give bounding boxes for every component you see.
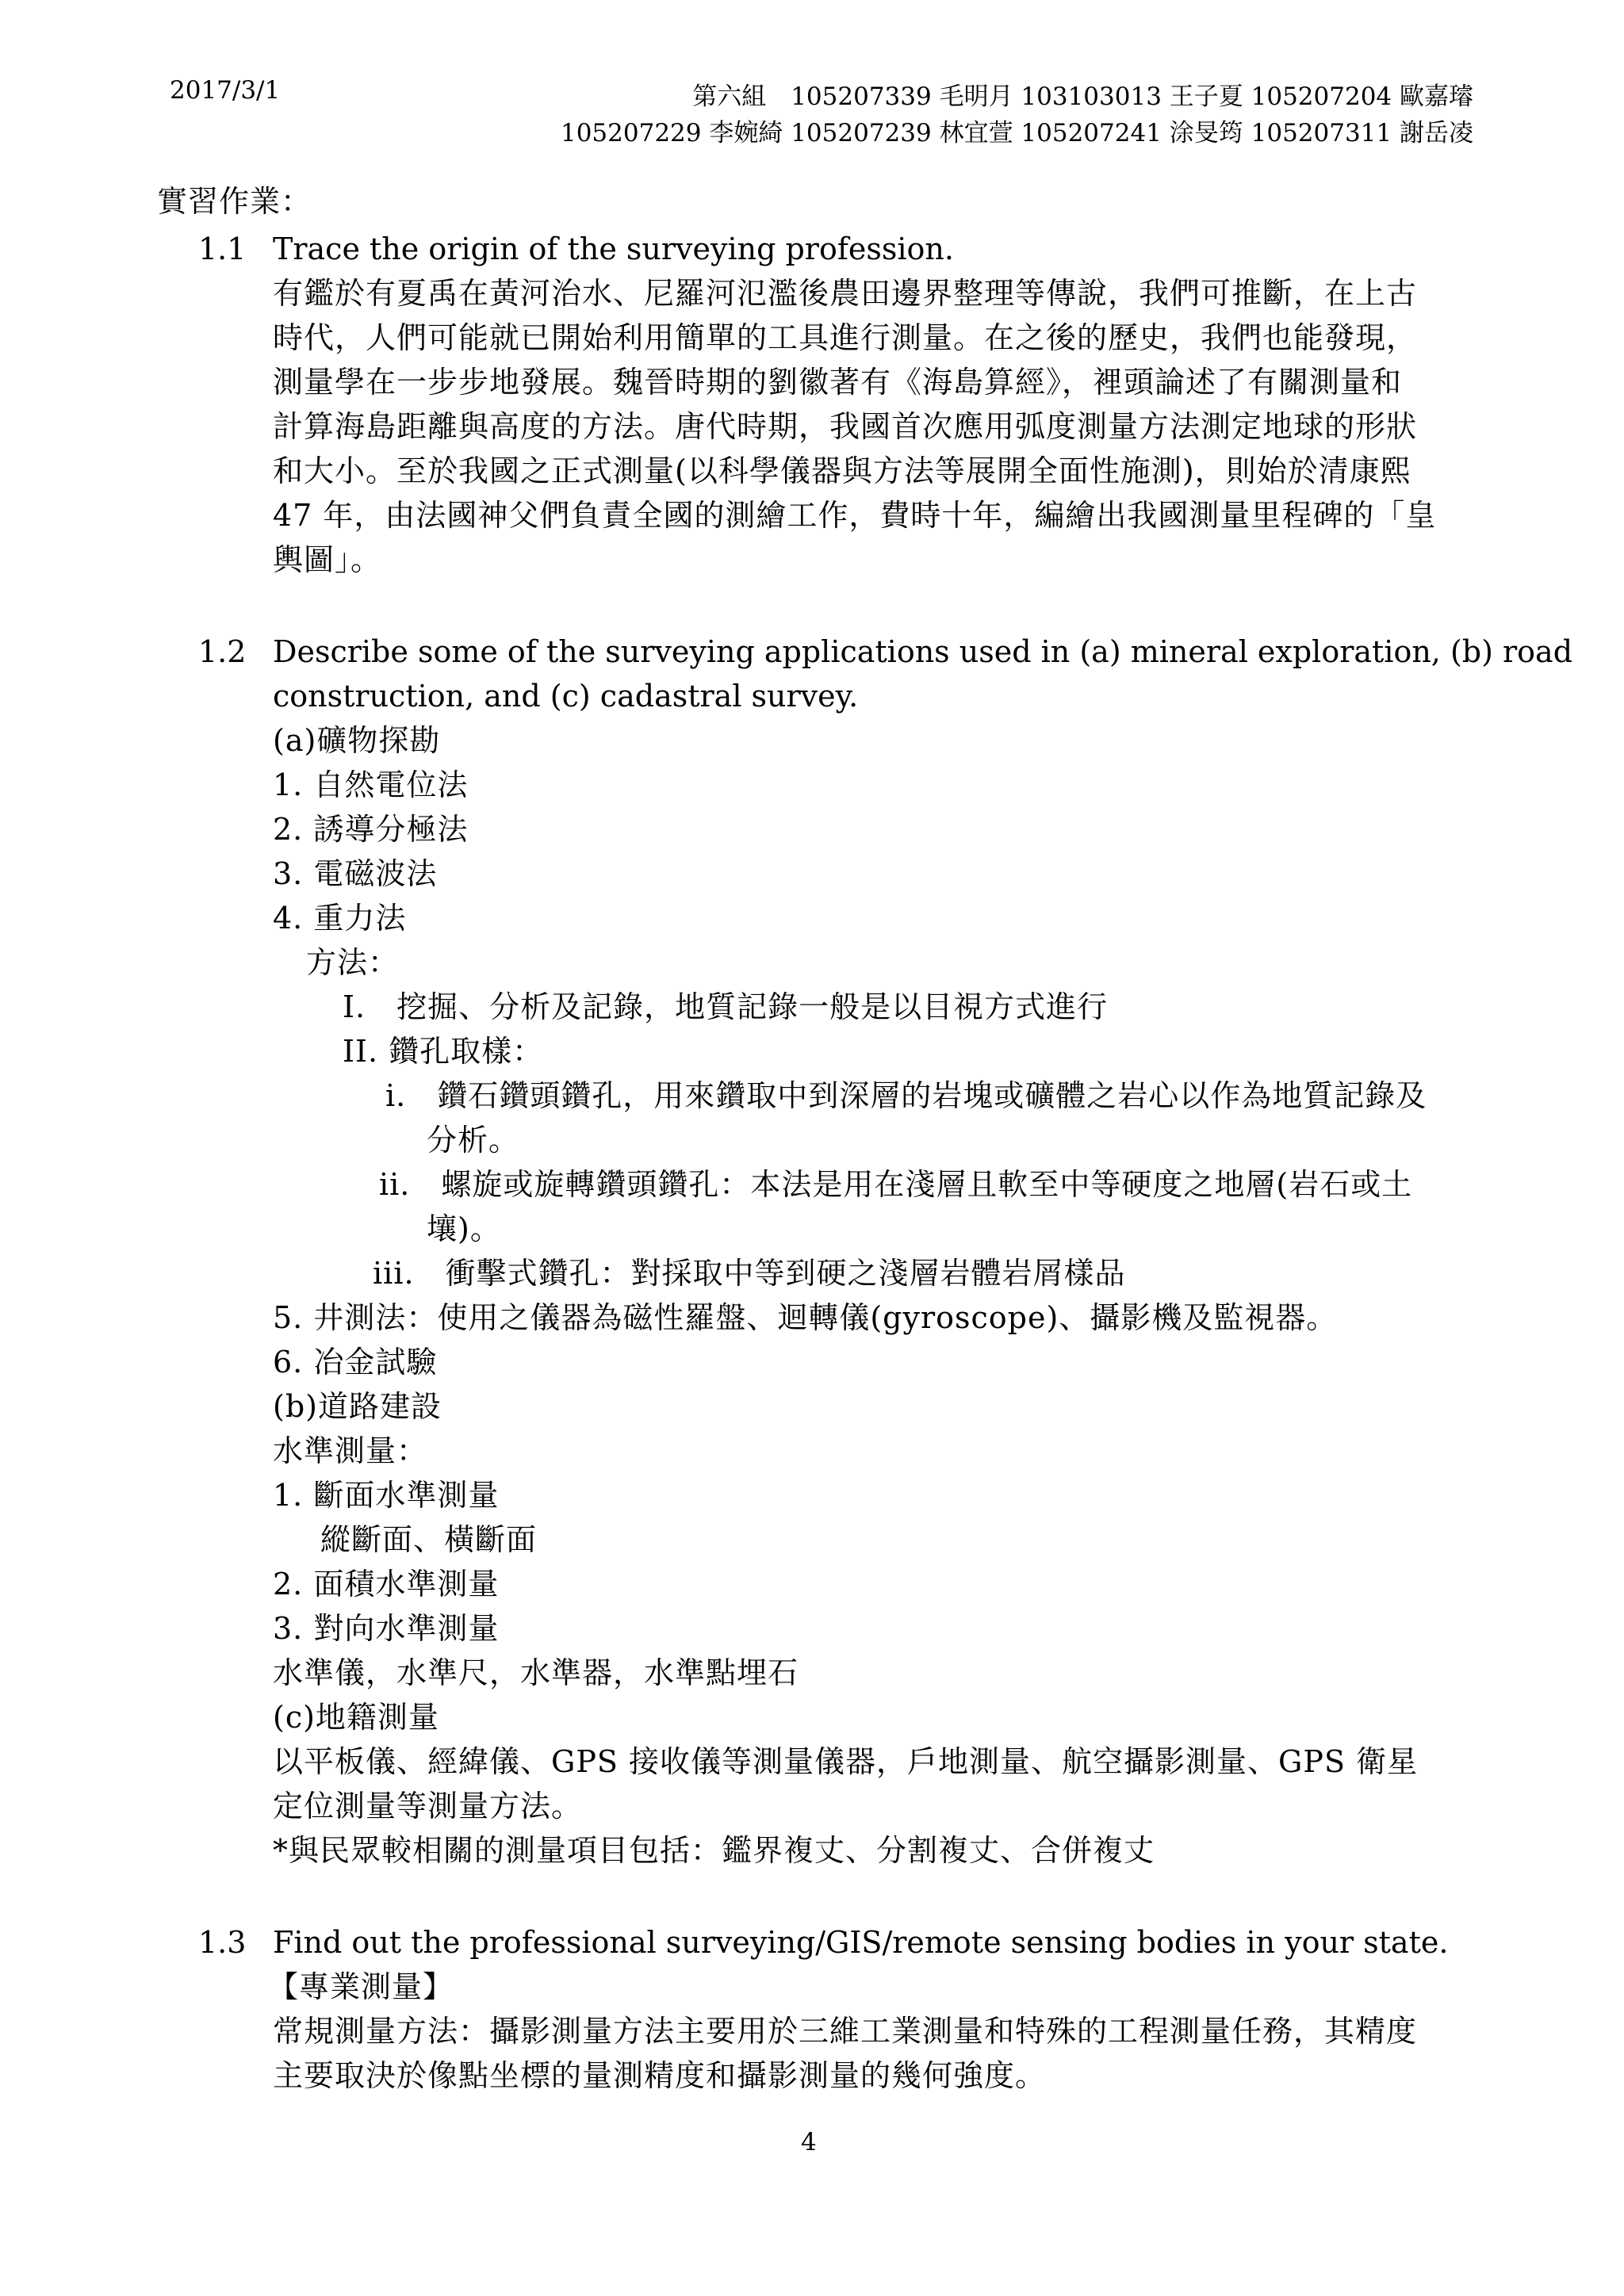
section-1-2-number: 1.2	[198, 634, 247, 669]
mineral-item: 2. 誘導分極法	[273, 812, 469, 847]
header-group-line-1: 第六組 105207339 毛明月 103103013 王子夏 105207204 歐嘉璿	[692, 82, 1473, 111]
leveling-item-note: 縱斷面、橫斷面	[320, 1522, 538, 1557]
section-1-1-title: Trace the origin of the surveying profession.	[273, 232, 954, 266]
section-1-3-title: Find out the professional surveying/GIS/remote sensing bodies in your state.	[273, 1925, 1449, 1960]
cadastral-line: 定位測量等測量方法。	[273, 1789, 583, 1823]
cadastral-note: *與民眾較相關的測量項目包括：鑑界複丈、分割複丈、合併複丈	[273, 1833, 1155, 1868]
section-1-1-line: 計算海島距離與高度的方法。唐代時期，我國首次應用弧度測量方法測定地球的形狀	[273, 409, 1418, 444]
professional-survey-heading: 【專業測量】	[268, 1969, 454, 2004]
drilling-item-cont: 分析。	[427, 1123, 520, 1158]
leveling-heading: 水準測量：	[273, 1433, 428, 1468]
section-1-1-line: 有鑑於有夏禹在黃河治水、尼羅河氾濫後農田邊界整理等傳說，我們可推斷，在上古	[273, 276, 1418, 311]
road-construction-heading: (b)道路建設	[273, 1389, 442, 1424]
assignment-heading: 實習作業：	[157, 184, 312, 219]
drilling-item: iii. 衝擊式鑽孔：對採取中等到硬之淺層岩體岩屑樣品	[373, 1256, 1126, 1291]
leveling-tools: 水準儀，水準尺，水準器，水準點埋石	[273, 1655, 799, 1690]
mineral-item: 4. 重力法	[273, 901, 407, 936]
leveling-item: 1. 斷面水準測量	[273, 1478, 500, 1513]
section-1-2-title-cont: construction, and (c) cadastral survey.	[273, 679, 859, 714]
leveling-item: 3. 對向水準測量	[273, 1611, 500, 1646]
section-1-3-number: 1.3	[198, 1925, 247, 1960]
mineral-item: 3. 電磁波法	[273, 856, 438, 891]
section-1-1-line: 測量學在一步步地發展。魏晉時期的劉徽著有《海島算經》，裡頭論述了有關測量和	[273, 365, 1403, 400]
section-1-1-line: 47 年，由法國神父們負責全國的測繪工作，費時十年，編繪出我國測量里程碑的「皇	[273, 498, 1437, 533]
section-1-1-line: 和大小。至於我國之正式測量(以科學儀器與方法等展開全面性施測)，則始於清康熙	[273, 453, 1411, 488]
mineral-item: 5. 井測法：使用之儀器為磁性羅盤、迴轉儀(gyroscope)、攝影機及監視器。	[273, 1300, 1338, 1335]
method-item: II. 鑽孔取樣：	[343, 1034, 544, 1069]
mineral-exploration-heading: (a)礦物探勘	[273, 723, 441, 758]
section-1-1-line: 時代，人們可能就已開始利用簡單的工具進行測量。在之後的歷史，我們也能發現，	[273, 320, 1418, 355]
cadastral-survey-heading: (c)地籍測量	[273, 1700, 439, 1735]
page-number: 4	[801, 2128, 817, 2156]
section-1-3-line: 主要取決於像點坐標的量測精度和攝影測量的幾何強度。	[273, 2058, 1047, 2093]
drilling-item: ii. 螺旋或旋轉鑽頭鑽孔：本法是用在淺層且軟至中等硬度之地層(岩石或土	[379, 1167, 1413, 1202]
section-1-1-line: 輿圖」。	[273, 542, 382, 577]
mineral-item: 1. 自然電位法	[273, 767, 469, 802]
drilling-item-cont: 壤)。	[427, 1211, 501, 1246]
header-group-line-2: 105207229 李婉綺 105207239 林宜萱 105207241 涂旻筠 105207311 謝岳凌	[560, 119, 1473, 147]
method-item: I. 挖掘、分析及記錄，地質記錄一般是以目視方式進行	[343, 989, 1109, 1024]
section-1-2-title: Describe some of the surveying applications used in (a) mineral exploration, (b) road	[273, 634, 1573, 669]
leveling-item: 2. 面積水準測量	[273, 1567, 500, 1601]
section-1-3-line: 常規測量方法：攝影測量方法主要用於三維工業測量和特殊的工程測量任務，其精度	[273, 2014, 1418, 2049]
mineral-item: 6. 冶金試驗	[273, 1345, 438, 1380]
drilling-item: i. 鑽石鑽頭鑽孔，用來鑽取中到深層的岩塊或礦體之岩心以作為地質記錄及	[385, 1078, 1427, 1113]
header-date: 2017/3/1	[170, 76, 281, 105]
cadastral-line: 以平板儀、經緯儀、GPS 接收儀等測量儀器，戶地測量、航空攝影測量、GPS 衛星	[273, 1744, 1419, 1779]
method-heading: 方法：	[306, 945, 400, 980]
section-1-1-number: 1.1	[198, 232, 247, 266]
